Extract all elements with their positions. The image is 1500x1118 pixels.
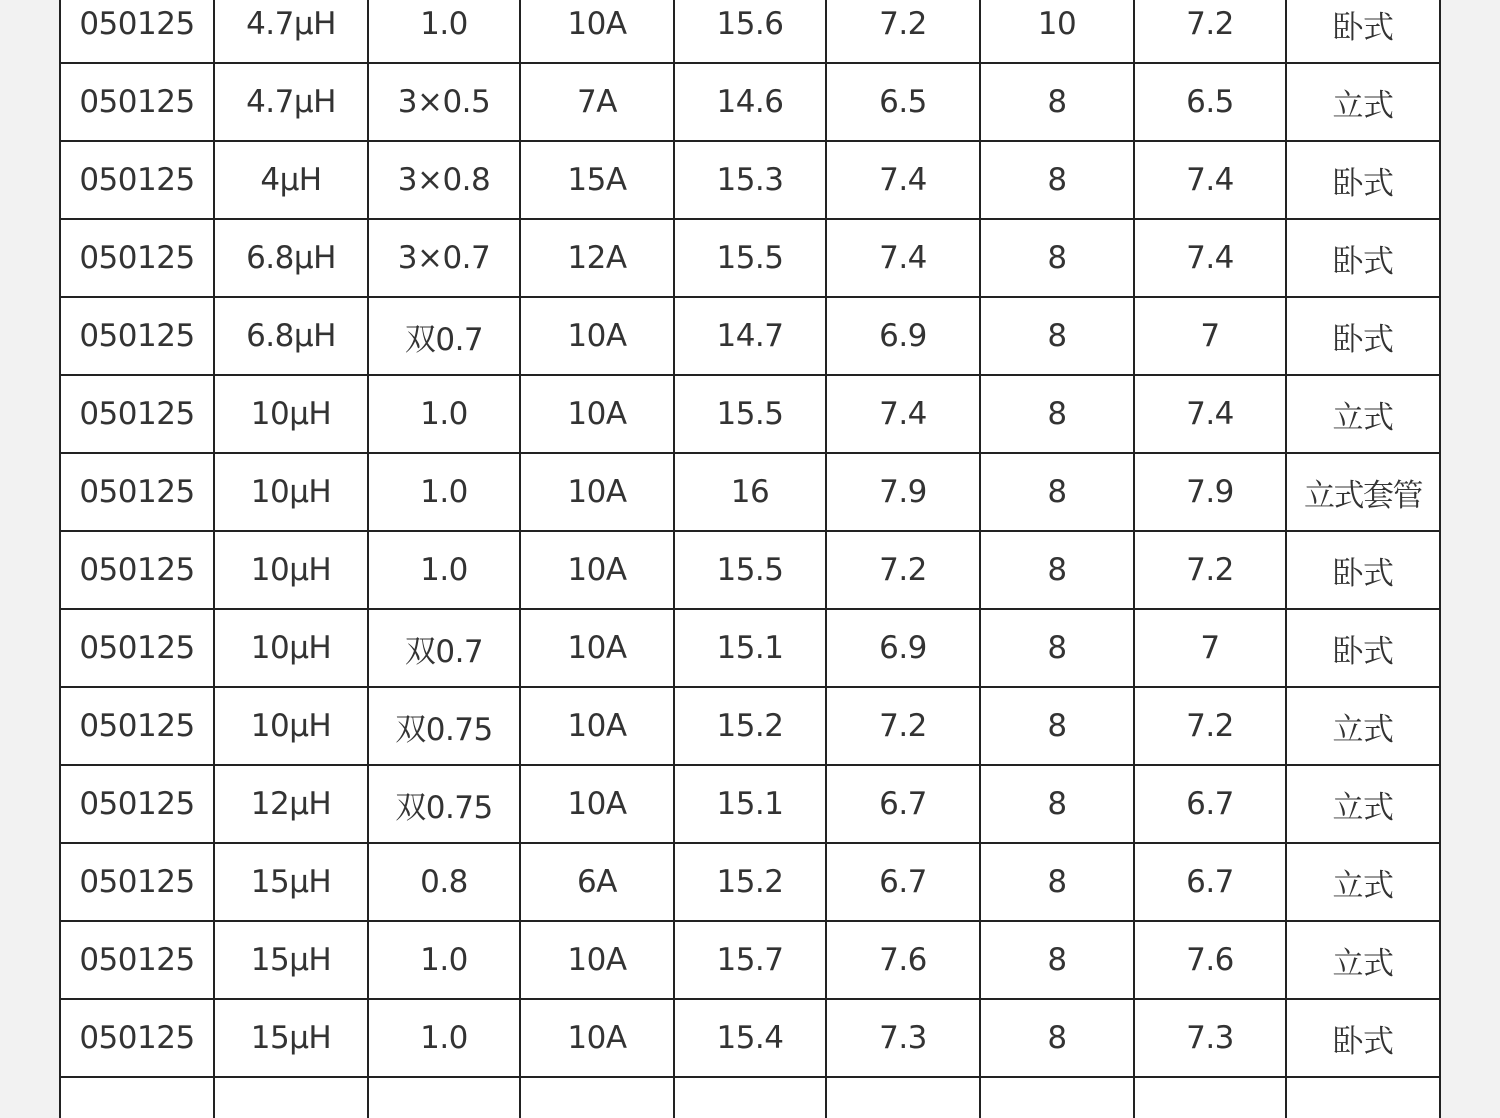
cell-part-code: 050125	[60, 687, 214, 765]
cell-inductance: 15μH	[214, 843, 368, 921]
cell-part-code: 050125	[60, 63, 214, 141]
cell-value-b: 7.2	[826, 687, 980, 765]
cell-value-d: 7.6	[1134, 921, 1286, 999]
cell-part-code: 050125	[60, 765, 214, 843]
cell-value-d: 7.4	[1134, 375, 1286, 453]
table-row	[60, 219, 1440, 297]
cell-inductance: 4.7μH	[214, 0, 368, 63]
table-row	[60, 0, 1440, 63]
cell-value-a: 15.1	[674, 609, 826, 687]
cell-value-a: 15.5	[674, 219, 826, 297]
cell-value-c: 8	[980, 219, 1134, 297]
cell-current: 10A	[520, 297, 674, 375]
cell-part-code: 050125	[60, 843, 214, 921]
cell-part-code: 050125	[60, 999, 214, 1077]
cell-value-a: 16	[674, 453, 826, 531]
cell-current: 15A	[520, 141, 674, 219]
cell-wire: 双0.75	[368, 687, 520, 765]
cell-value-a: 15.3	[674, 141, 826, 219]
table-row	[60, 375, 1440, 453]
cell-value-d: 6.7	[1134, 765, 1286, 843]
cell-value-d: 6.5	[1134, 63, 1286, 141]
cell-wire: 1.0	[368, 375, 520, 453]
table-row	[60, 141, 1440, 219]
cell-current: 10A	[520, 453, 674, 531]
cell-value-a: 15.2	[674, 687, 826, 765]
cell-current: 10A	[520, 531, 674, 609]
cell-current: 10A	[520, 375, 674, 453]
cell-value-a: 15.1	[674, 765, 826, 843]
cell-value-c: 8	[980, 531, 1134, 609]
cell-value-d: 7.2	[1134, 531, 1286, 609]
cell-value-a: 15.4	[674, 999, 826, 1077]
empty-cell	[520, 1077, 674, 1118]
cell-current: 10A	[520, 765, 674, 843]
cell-mount-type: 卧式	[1286, 609, 1440, 687]
cell-part-code: 050125	[60, 531, 214, 609]
cell-value-b: 7.6	[826, 921, 980, 999]
cell-current: 6A	[520, 843, 674, 921]
cell-inductance: 4μH	[214, 141, 368, 219]
cell-inductance: 10μH	[214, 453, 368, 531]
cell-wire: 3×0.8	[368, 141, 520, 219]
table-row	[60, 63, 1440, 141]
spec-table-container	[59, 0, 1439, 1118]
cell-mount-type: 卧式	[1286, 999, 1440, 1077]
cell-inductance: 12μH	[214, 765, 368, 843]
cell-part-code: 050125	[60, 921, 214, 999]
cell-inductance: 10μH	[214, 687, 368, 765]
cell-value-b: 7.4	[826, 141, 980, 219]
cell-value-a: 14.7	[674, 297, 826, 375]
cell-wire: 双0.7	[368, 297, 520, 375]
cell-inductance: 15μH	[214, 999, 368, 1077]
cell-mount-type: 立式	[1286, 63, 1440, 141]
cell-value-a: 15.2	[674, 843, 826, 921]
cell-mount-type: 卧式	[1286, 531, 1440, 609]
cell-wire: 1.0	[368, 0, 520, 63]
table-row	[60, 531, 1440, 609]
cell-value-b: 7.3	[826, 999, 980, 1077]
empty-cell	[826, 1077, 980, 1118]
cell-part-code: 050125	[60, 141, 214, 219]
cell-value-d: 7.4	[1134, 219, 1286, 297]
cell-current: 10A	[520, 0, 674, 63]
cell-value-d: 7	[1134, 609, 1286, 687]
table-row-partial	[60, 1077, 1440, 1118]
cell-wire: 1.0	[368, 921, 520, 999]
cell-inductance: 10μH	[214, 609, 368, 687]
cell-inductance: 6.8μH	[214, 219, 368, 297]
cell-mount-type: 卧式	[1286, 219, 1440, 297]
cell-value-c: 8	[980, 375, 1134, 453]
cell-part-code: 050125	[60, 375, 214, 453]
cell-value-d: 7.3	[1134, 999, 1286, 1077]
cell-part-code: 050125	[60, 453, 214, 531]
cell-inductance: 6.8μH	[214, 297, 368, 375]
cell-wire: 3×0.7	[368, 219, 520, 297]
cell-mount-type: 立式	[1286, 687, 1440, 765]
cell-value-a: 15.6	[674, 0, 826, 63]
inductor-spec-table	[59, 0, 1441, 1118]
cell-part-code: 050125	[60, 219, 214, 297]
cell-value-d: 7.9	[1134, 453, 1286, 531]
cell-value-c: 8	[980, 687, 1134, 765]
cell-value-b: 7.2	[826, 531, 980, 609]
cell-value-d: 7.2	[1134, 0, 1286, 63]
cell-mount-type: 立式套管	[1286, 453, 1440, 531]
table-row	[60, 453, 1440, 531]
cell-value-b: 6.5	[826, 63, 980, 141]
cell-value-b: 6.9	[826, 297, 980, 375]
cell-current: 7A	[520, 63, 674, 141]
cell-inductance: 4.7μH	[214, 63, 368, 141]
cell-wire: 3×0.5	[368, 63, 520, 141]
cell-mount-type: 卧式	[1286, 141, 1440, 219]
cell-value-c: 8	[980, 999, 1134, 1077]
cell-mount-type: 卧式	[1286, 297, 1440, 375]
cell-wire: 1.0	[368, 453, 520, 531]
cell-wire: 1.0	[368, 999, 520, 1077]
cell-value-a: 14.6	[674, 63, 826, 141]
empty-cell	[1286, 1077, 1440, 1118]
cell-value-b: 6.7	[826, 765, 980, 843]
cell-current: 10A	[520, 921, 674, 999]
cell-value-d: 7.2	[1134, 687, 1286, 765]
cell-value-b: 7.4	[826, 219, 980, 297]
table-row	[60, 921, 1440, 999]
empty-cell	[674, 1077, 826, 1118]
cell-current: 10A	[520, 609, 674, 687]
cell-current: 10A	[520, 687, 674, 765]
cell-value-c: 10	[980, 0, 1134, 63]
cell-wire: 双0.7	[368, 609, 520, 687]
cell-value-d: 7.4	[1134, 141, 1286, 219]
cell-mount-type: 立式	[1286, 765, 1440, 843]
cell-value-b: 7.4	[826, 375, 980, 453]
table-row	[60, 687, 1440, 765]
cell-value-a: 15.5	[674, 375, 826, 453]
cell-value-a: 15.5	[674, 531, 826, 609]
cell-value-a: 15.7	[674, 921, 826, 999]
cell-current: 12A	[520, 219, 674, 297]
table-row	[60, 609, 1440, 687]
empty-cell	[980, 1077, 1134, 1118]
empty-cell	[368, 1077, 520, 1118]
empty-cell	[60, 1077, 214, 1118]
cell-inductance: 15μH	[214, 921, 368, 999]
cell-value-b: 7.2	[826, 0, 980, 63]
cell-value-c: 8	[980, 141, 1134, 219]
cell-value-c: 8	[980, 765, 1134, 843]
cell-value-b: 7.9	[826, 453, 980, 531]
cell-mount-type: 立式	[1286, 375, 1440, 453]
cell-value-c: 8	[980, 921, 1134, 999]
cell-value-c: 8	[980, 297, 1134, 375]
empty-cell	[214, 1077, 368, 1118]
cell-value-c: 8	[980, 63, 1134, 141]
cell-part-code: 050125	[60, 0, 214, 63]
cell-value-c: 8	[980, 453, 1134, 531]
cell-value-d: 7	[1134, 297, 1286, 375]
cell-value-b: 6.9	[826, 609, 980, 687]
cell-inductance: 10μH	[214, 531, 368, 609]
cell-mount-type: 卧式	[1286, 0, 1440, 63]
cell-mount-type: 立式	[1286, 921, 1440, 999]
table-row	[60, 297, 1440, 375]
table-row	[60, 999, 1440, 1077]
cell-mount-type: 立式	[1286, 843, 1440, 921]
cell-value-c: 8	[980, 609, 1134, 687]
cell-current: 10A	[520, 999, 674, 1077]
table-row	[60, 843, 1440, 921]
table-row	[60, 765, 1440, 843]
cell-value-b: 6.7	[826, 843, 980, 921]
empty-cell	[1134, 1077, 1286, 1118]
cell-wire: 0.8	[368, 843, 520, 921]
cell-part-code: 050125	[60, 297, 214, 375]
cell-value-d: 6.7	[1134, 843, 1286, 921]
cell-wire: 1.0	[368, 531, 520, 609]
cell-wire: 双0.75	[368, 765, 520, 843]
cell-part-code: 050125	[60, 609, 214, 687]
cell-inductance: 10μH	[214, 375, 368, 453]
cell-value-c: 8	[980, 843, 1134, 921]
